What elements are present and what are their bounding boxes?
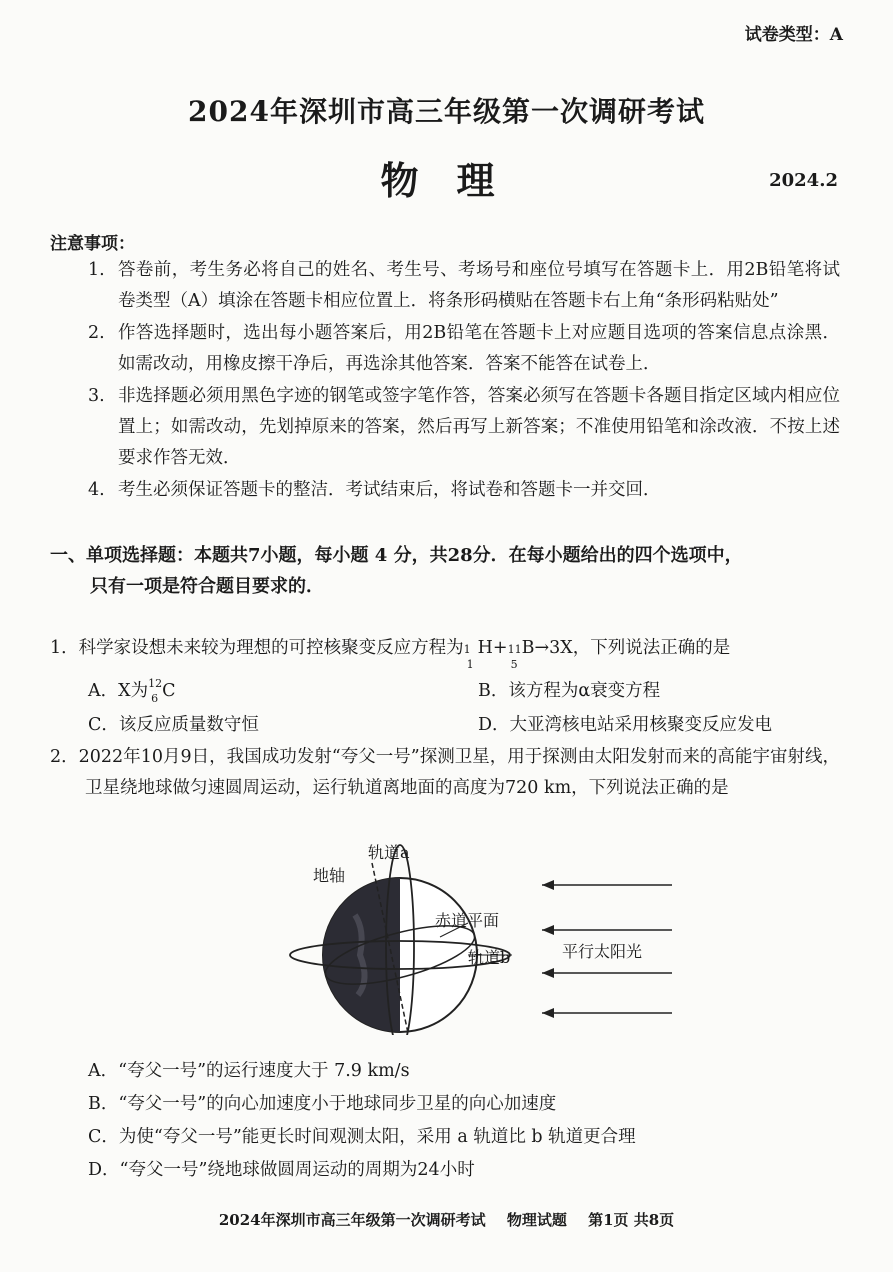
question-2-text: 2．2022年10月9日，我国成功发射“夸父一号”探测卫星，用于探测由太阳发射而来的高能宇宙射线，卫星绕地球做匀速圆周运动，运行轨道离地面的高度为720 km，下列说法正确的是 <box>50 747 840 798</box>
notice-list <box>88 255 840 507</box>
arrow-head <box>542 925 554 935</box>
exam-date: 2024.2 <box>769 170 838 191</box>
arrow-head <box>542 880 554 890</box>
notice-item-text: 非选择题必须用黑色字迹的钢笔或签字笔作答，答案必须写在答题卡各题目指定区域内相应位置上；如需改动，先划掉原来的答案，然后再写上新答案；不准使用铅笔和涂改液．不按上述要求作答无效． <box>118 386 840 468</box>
q1-option-b: B．该方程为α衰变方程 <box>478 681 661 701</box>
q1-option-d: D．大亚湾核电站采用核聚变反应发电 <box>478 715 773 735</box>
notice-item-number: 4. <box>88 480 105 500</box>
section-heading <box>50 540 850 602</box>
notice-item-text: 作答选择题时，选出每小题答案后，用2B铅笔在答题卡上对应题目选项的答案信息点涂黑．如需改动，用橡皮擦干净后，再选涂其他答案．答案不能答在试卷上． <box>118 323 840 374</box>
q2-option-a: A．“夸父一号”的运行速度大于 7.9 km/s <box>88 1061 410 1081</box>
notice-item <box>88 475 840 506</box>
hydrogen-symbol: H+ <box>477 638 508 658</box>
footer-page-number: 第1页 共8页 <box>588 1211 675 1229</box>
notice-item-number: 3. <box>88 386 105 406</box>
page-footer <box>0 1209 893 1230</box>
orbit-diagram <box>280 835 700 1035</box>
q2-option-c: C．为使“夸父一号”能更长时间观测太阳，采用 a 轨道比 b 轨道更合理 <box>88 1127 636 1147</box>
exam-title: 2024年深圳市高三年级第一次调研考试 <box>188 95 705 128</box>
label-sunlight: 平行太阳光 <box>562 942 643 961</box>
hydrogen-nuclide-indices <box>463 642 478 671</box>
question-1-prefix: 1．科学家设想未来较为理想的可控核聚变反应方程为 <box>50 638 464 658</box>
mass-number: 12 <box>148 677 163 690</box>
q2-option-b: B．“夸父一号”的向心加速度小于地球同步卫星的向心加速度 <box>88 1094 557 1114</box>
charge-number: 5 <box>510 658 518 671</box>
section-heading-line: 一、单项选择题：本题共7小题，每小题 4 分，共28分．在每小题给出的四个选项中， <box>50 545 743 566</box>
mass-number: 11 <box>507 643 522 656</box>
arrow-head <box>542 1008 554 1018</box>
question-1-stem <box>50 633 850 671</box>
label-equator-plane: 赤道平面 <box>435 911 500 930</box>
label-earth-axis: 地轴 <box>313 866 346 885</box>
arrow-head <box>542 968 554 978</box>
carbon-symbol: C <box>162 681 176 701</box>
section-heading-line: 只有一项是符合题目要求的． <box>90 576 324 597</box>
footer-title: 2024年深圳市高三年级第一次调研考试 <box>218 1211 486 1229</box>
boron-nuclide-indices <box>507 642 522 671</box>
q1-option-a-prefix: A．X为 <box>88 681 149 701</box>
charge-number: 6 <box>151 692 159 705</box>
label-orbit-a: 轨道a <box>368 843 410 862</box>
subject-title: 物理 <box>380 158 533 203</box>
question-2-stem <box>50 742 840 804</box>
notice-item <box>88 255 840 317</box>
q2-option-d: D．“夸父一号”绕地球做圆周运动的周期为24小时 <box>88 1160 475 1180</box>
notice-item <box>88 381 840 474</box>
q1-option-a <box>88 677 176 705</box>
mass-number: 1 <box>463 643 471 656</box>
notice-item-number: 1. <box>88 260 105 280</box>
question-1-suffix: 下列说法正确的是 <box>590 638 731 658</box>
notice-item-number: 2. <box>88 323 105 343</box>
label-orbit-b: 轨道b <box>468 948 511 967</box>
q1-option-c: C．该反应质量数守恒 <box>88 715 259 735</box>
footer-subject: 物理试题 <box>506 1211 567 1229</box>
notice-item <box>88 318 840 380</box>
charge-number: 1 <box>466 658 474 671</box>
boron-symbol: B→3X， <box>521 638 591 658</box>
paper-type: 试卷类型：A <box>744 25 843 45</box>
carbon-nuclide-indices <box>148 677 163 705</box>
notice-item-text: 考生必须保证答题卡的整洁．考试结束后，将试卷和答题卡一并交回． <box>118 480 661 500</box>
notice-item-text: 答卷前，考生务必将自己的姓名、考生号、考场号和座位号填写在答题卡上．用2B铅笔将试卷类型（A）填涂在答题卡相应位置上．将条形码横贴在答题卡右上角“条形码粘贴处” <box>118 260 840 311</box>
notice-heading: 注意事项： <box>50 234 135 254</box>
